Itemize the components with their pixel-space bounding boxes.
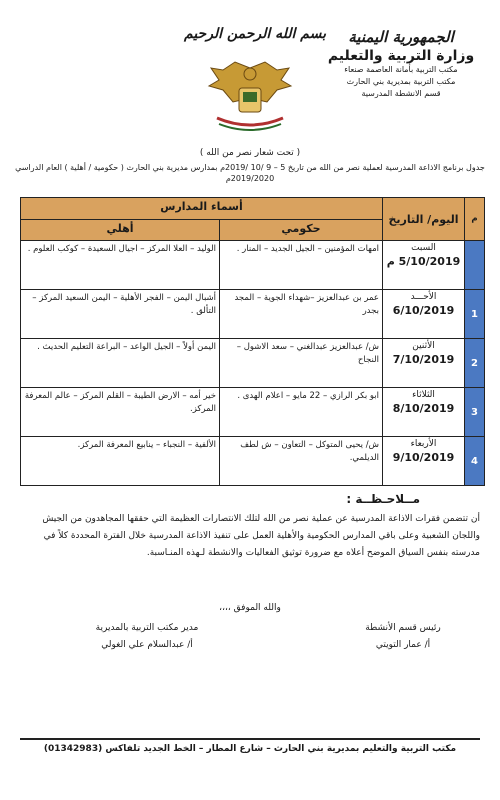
day-name: الأربعاء (410, 439, 437, 449)
private-schools: خير أمه – الارض الطيبة – القلم المركز – عالم المعرفة المركز. (21, 388, 220, 437)
day-date: 8/10/2019 (392, 402, 455, 415)
row-day (383, 339, 465, 388)
row-number: 4 (465, 437, 485, 486)
row-number: 2 (465, 339, 485, 388)
signature-office-director (72, 620, 222, 654)
signature-name: أ/ عمار التويتي (375, 640, 431, 650)
day-name: الأثنين (412, 341, 435, 351)
table-row (21, 388, 485, 437)
closing-phrase: والله الموفق ،،،، (219, 603, 281, 613)
row-day (383, 241, 465, 290)
day-name: الأحـــد (410, 292, 437, 302)
letterhead (316, 28, 486, 100)
row-day (383, 290, 465, 339)
signature-title: رئيس قسم الأنشطة (365, 623, 441, 633)
private-schools: الألفية – النجباء – ينابيع المعرفة المركز. (21, 437, 220, 486)
signature-title: مدير مكتب التربية بالمديرية (95, 623, 199, 633)
table-row (21, 437, 485, 486)
office-line-1: مكتب التربية بأمانة العاصمة صنعاء (344, 65, 458, 74)
header-government: حكومي (220, 220, 383, 241)
intro-text: جدول برنامج الاذاعة المدرسية لعملية نصر من الله من تاريخ 5 – 9 /10 /2019م بمدارس مديرية بني الحارث ( حكومية / أهلية ) العام الدراسي 2019/2020م (15, 163, 485, 183)
day-name: السبت (411, 243, 436, 253)
day-date: 7/10/2019 (392, 353, 455, 366)
government-schools: ش/ يحيى المتوكل – التعاون – ش لطف الديلمي. (220, 437, 383, 486)
slogan: ( تحت شعار نصر من الله ) (199, 148, 301, 158)
private-schools: اليمن أولاً – الجيل الواعد – البراعة التعليم الحديث . (21, 339, 220, 388)
header-num: م (465, 198, 485, 241)
row-number: 3 (465, 388, 485, 437)
table-row (21, 339, 485, 388)
signature-name: أ/ عبدالسلام علي الغولي (101, 640, 193, 650)
footer-address: مكتب التربية والتعليم بمديرية بني الحارث – شارع المطار – الخط الجديد تلفاكس (01342983) (43, 744, 457, 754)
government-schools: عمر بن عبدالعزيز –شهداء الجوية – المجد بجدر (220, 290, 383, 339)
day-date: 9/10/2019 (392, 451, 455, 464)
table-row (21, 290, 485, 339)
eagle-emblem-icon (205, 58, 295, 133)
header-day-date: اليوم/ التاريخ (383, 198, 465, 241)
row-day (383, 437, 465, 486)
schedule-table (20, 197, 485, 486)
ministry-name: وزارة التربية والتعليم (327, 48, 475, 64)
signature-activities-head (348, 620, 458, 654)
header-private: أهلي (21, 220, 220, 241)
department-name: قسم الانشطة المدرسية (361, 89, 441, 98)
republic-name: الجمهورية اليمنية (348, 28, 454, 46)
row-number (465, 241, 485, 290)
footer-divider (20, 738, 480, 740)
note-body: أن تتضمن فقرات الاذاعة المدرسية عن عملية نصر من الله لتلك الانتصارات العظيمة التي حققها المجاهدون من الجيش واللجان الشعبية وعلى باقي المدارس الحكومية والأهلية العمل على تنفيذ الاذاعة المدرسية خلال الفترة المحددة كلاً في مدرسته بنفس السياق الموضح أعلاه مع ضرورة توثيق الفعاليات والانشطة لـهذه المنـاسبة. (42, 514, 480, 558)
note-title: مــلاحـظــة : (346, 492, 420, 506)
day-date: 5/10/2019 م (386, 255, 461, 268)
header-schools: أسماء المدارس (21, 198, 383, 220)
row-day (383, 388, 465, 437)
basmala: بسم الله الرحمن الرحيم (184, 26, 326, 42)
private-schools: الوليد – العلا المركز – اجيال السعيدة – كوكب العلوم . (21, 241, 220, 290)
day-name: الثلاثاء (412, 390, 435, 400)
government-schools: امهات المؤمنين – الجيل الجديد – المنار . (220, 241, 383, 290)
government-schools: ابو بكر الرازي – 22 مايو – اعلام الهدى . (220, 388, 383, 437)
row-number: 1 (465, 290, 485, 339)
government-schools: ش/ عبدالعزيز عبدالغني – سعد الاشول – النجاح (220, 339, 383, 388)
private-schools: أشبال اليمن – الفجر الأهلية – اليمن السعيد المركز – التألق . (21, 290, 220, 339)
table-row (21, 241, 485, 290)
day-date: 6/10/2019 (392, 304, 455, 317)
office-line-2: مكتب التربية بمديرية بني الحارث (346, 77, 456, 86)
